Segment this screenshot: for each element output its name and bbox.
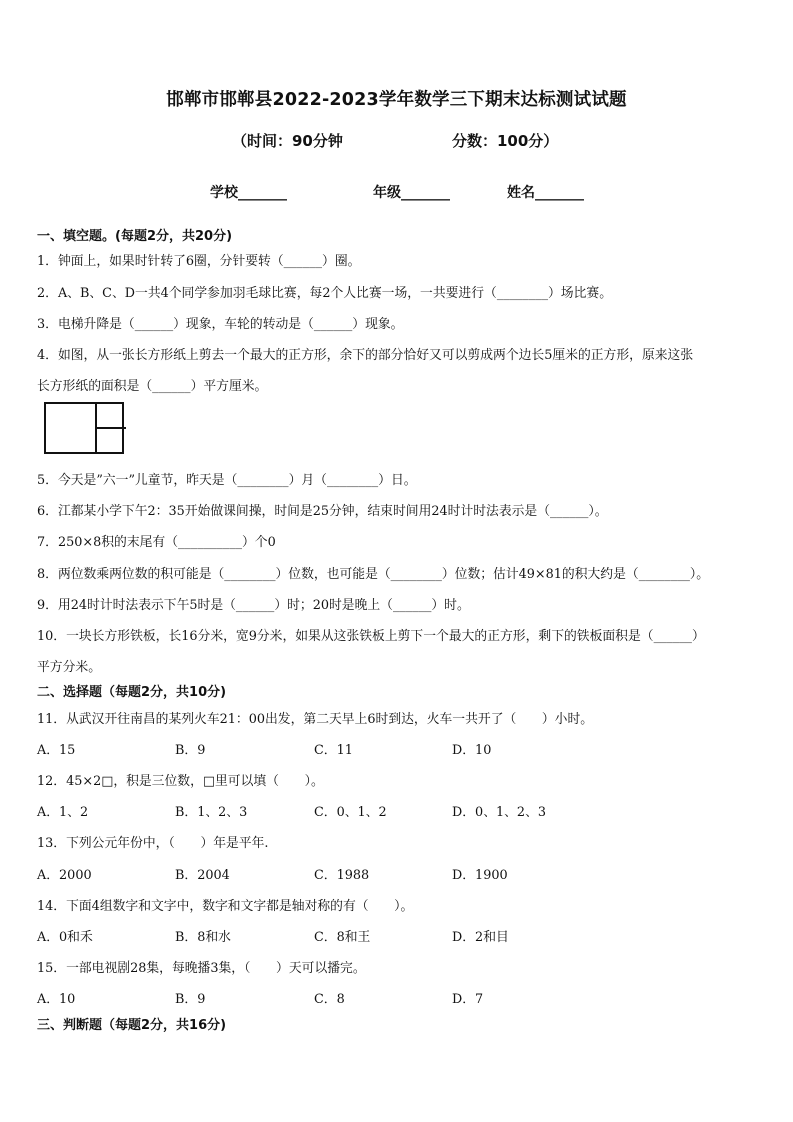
section-heading-fill-in: 一、填空题。(每题2分，共20分) [37, 229, 233, 244]
q12-option-b: B．1、2、3 [175, 805, 248, 820]
q12-option-d: D．0、1、2、3 [452, 805, 547, 820]
q14-option-c: C．8和王 [314, 930, 371, 945]
q13-option-b: B．2004 [175, 868, 230, 883]
school-field: 学校_______ [210, 185, 287, 201]
exam-time: （时间：90分钟 [232, 132, 343, 150]
section-heading-judgement: 三、判断题（每题2分，共16分) [37, 1018, 227, 1033]
q12-option-c: C．0、1、2 [314, 805, 387, 820]
q15-option-a: A．10 [37, 992, 76, 1007]
q14-option-b: B．8和水 [175, 930, 231, 945]
q15-option-c: C．8 [314, 992, 345, 1007]
question-10-line1: 10．一块长方形铁板，长16分米，宽9分米，如果从这张铁板上剪下一个最大的正方形，剩下的铁板面积是（______） [37, 629, 705, 644]
question-4-line1: 4．如图，从一张长方形纸上剪去一个最大的正方形，余下的部分恰好又可以剪成两个边长5厘米的正方形，原来这张 [37, 348, 694, 363]
q13-option-c: C．1988 [314, 868, 370, 883]
question-5: 5．今天是”六一”儿童节，昨天是（________）月（________）日。 [37, 473, 417, 488]
grade-field: 年级_______ [373, 185, 450, 201]
q11-option-c: C．11 [314, 743, 353, 758]
name-field: 姓名_______ [507, 185, 584, 201]
section-heading-choice: 二、选择题（每题2分，共10分) [37, 685, 227, 700]
q12-option-a: A．1、2 [37, 805, 89, 820]
question-8: 8．两位数乘两位数的积可能是（________）位数，也可能是（________）位数；估计49×81的积大约是（________）。 [37, 567, 710, 582]
page-title: 邯郸市邯郸县2022-2023学年数学三下期末达标测试试题 [166, 90, 627, 110]
q13-option-d: D．1900 [452, 868, 508, 883]
question-14: 14．下面4组数字和文字中，数字和文字都是轴对称的有（ ）。 [37, 899, 414, 914]
q15-option-d: D．7 [452, 992, 484, 1007]
q14-option-d: D．2和目 [452, 930, 509, 945]
question-10-line2: 平方分米。 [37, 660, 101, 675]
question-3: 3．电梯升降是（______）现象，车轮的转动是（______）现象。 [37, 317, 404, 332]
question-15: 15．一部电视剧28集，每晚播3集，（ ）天可以播完。 [37, 961, 366, 976]
q11-option-d: D．10 [452, 743, 492, 758]
question-7: 7．250×8积的末尾有（__________）个0 [37, 535, 276, 550]
question-9: 9．用24时计时法表示下午5时是（______）时；20时是晚上（______）时。 [37, 598, 470, 613]
question-1: 1．钟面上，如果时针转了6圈，分针要转（______）圈。 [37, 254, 361, 269]
question-11: 11．从武汉开往南昌的某列火车21：00出发，第二天早上6时到达，火车一共开了（ ）小时。 [37, 712, 594, 727]
q15-option-b: B．9 [175, 992, 206, 1007]
q13-option-a: A．2000 [37, 868, 92, 883]
question-13: 13．下列公元年份中，（ ）年是平年. [37, 836, 269, 851]
q11-option-a: A．15 [37, 743, 76, 758]
q14-option-a: A．0和禾 [37, 930, 93, 945]
rectangle-figure [44, 402, 124, 454]
question-2: 2．A、B、C、D一共4个同学参加羽毛球比赛，每2个人比赛一场，一共要进行（________）场比赛。 [37, 286, 612, 301]
question-4-line2: 长方形纸的面积是（______）平方厘米。 [37, 379, 268, 394]
figure-divider-horizontal [95, 427, 126, 429]
question-12: 12．45×2□，积是三位数，□里可以填（ ）。 [37, 774, 324, 789]
exam-score: 分数：100分） [452, 132, 559, 150]
question-6: 6．江都某小学下午2：35开始做课间操，时间是25分钟，结束时间用24时计时法表示是（______）。 [37, 504, 608, 519]
q11-option-b: B．9 [175, 743, 206, 758]
